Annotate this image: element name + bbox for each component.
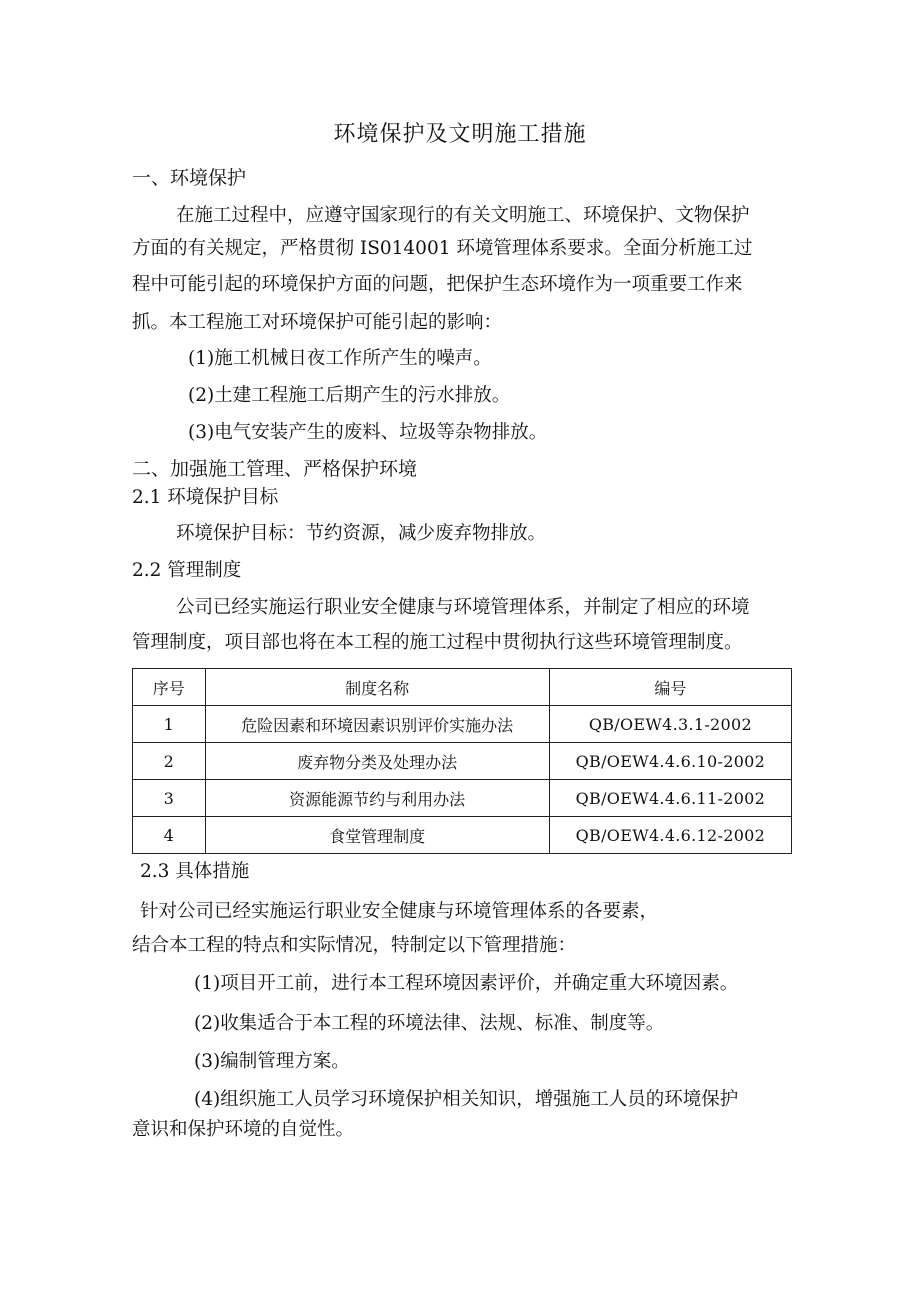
- paragraph-line: 程中可能引起的环境保护方面的问题，把保护生态环境作为一项重要工作来: [132, 274, 743, 295]
- table-row: [133, 743, 792, 780]
- list-item: (1)施工机械日夜工作所产生的噪声。: [188, 348, 492, 369]
- table-cell: 1: [133, 706, 206, 743]
- paragraph-line: 在施工过程中，应遵守国家现行的有关文明施工、环境保护、文物保护: [176, 205, 750, 226]
- list-item: (1)项目开工前，进行本工程环境因素评价，并确定重大环境因素。: [194, 973, 739, 994]
- table-row: [133, 706, 792, 743]
- paragraph-line: 管理制度，项目部也将在本工程的施工过程中贯彻执行这些环境管理制度。: [132, 632, 743, 653]
- table-cell: 4: [133, 817, 206, 854]
- paragraph-line: 结合本工程的特点和实际情况，特制定以下管理措施：: [132, 935, 577, 956]
- section-heading-environment: 一、环境保护: [132, 167, 247, 189]
- subsection-heading: 2.2 管理制度: [132, 560, 242, 581]
- table-cell: 危险因素和环境因素识别评价实施办法: [205, 706, 549, 743]
- table-cell: QB/OEW4.4.6.10-2002: [549, 743, 791, 780]
- paragraph-line: 方面的有关规定，严格贯彻 IS014001 环境管理体系要求。全面分析施工过: [132, 238, 753, 259]
- subsection-heading: 2.3 具体措施: [140, 861, 250, 882]
- paragraph-line: 针对公司已经实施运行职业安全健康与环境管理体系的各要素，: [140, 901, 659, 922]
- section-heading-management: 二、加强施工管理、严格保护环境: [132, 458, 418, 480]
- header-cell-code: 编号: [549, 669, 791, 706]
- paragraph-line: 公司已经实施运行职业安全健康与环境管理体系，并制定了相应的环境: [176, 597, 750, 618]
- management-rules-table: [132, 668, 792, 854]
- table-cell: 食堂管理制度: [205, 817, 549, 854]
- table-cell: 3: [133, 780, 206, 817]
- list-item: (2)土建工程施工后期产生的污水排放。: [188, 385, 511, 406]
- document-title: 环境保护及文明施工措施: [333, 122, 587, 147]
- table-row: [133, 780, 792, 817]
- table-row: [133, 817, 792, 854]
- table-cell: QB/OEW4.4.6.11-2002: [549, 780, 791, 817]
- header-cell-number: 序号: [133, 669, 206, 706]
- list-item: (3)编制管理方案。: [194, 1051, 350, 1072]
- list-item-continuation: 意识和保护环境的自觉性。: [132, 1119, 355, 1140]
- paragraph-line: 环境保护目标：节约资源，减少废弃物排放。: [176, 523, 547, 544]
- list-item: (4)组织施工人员学习环境保护相关知识，增强施工人员的环境保护: [194, 1089, 739, 1110]
- paragraph-line: 抓。本工程施工对环境保护可能引起的影响：: [132, 312, 503, 333]
- table-cell: 2: [133, 743, 206, 780]
- table-cell: QB/OEW4.4.6.12-2002: [549, 817, 791, 854]
- list-item: (2)收集适合于本工程的环境法律、法规、标准、制度等。: [194, 1013, 665, 1034]
- header-cell-name: 制度名称: [205, 669, 549, 706]
- subsection-heading: 2.1 环境保护目标: [132, 487, 279, 508]
- table-cell: 资源能源节约与利用办法: [205, 780, 549, 817]
- list-item: (3)电气安装产生的废料、垃圾等杂物排放。: [188, 422, 548, 443]
- table-cell: QB/OEW4.3.1-2002: [549, 706, 791, 743]
- table-header-row: [133, 669, 792, 706]
- table-cell: 废弃物分类及处理办法: [205, 743, 549, 780]
